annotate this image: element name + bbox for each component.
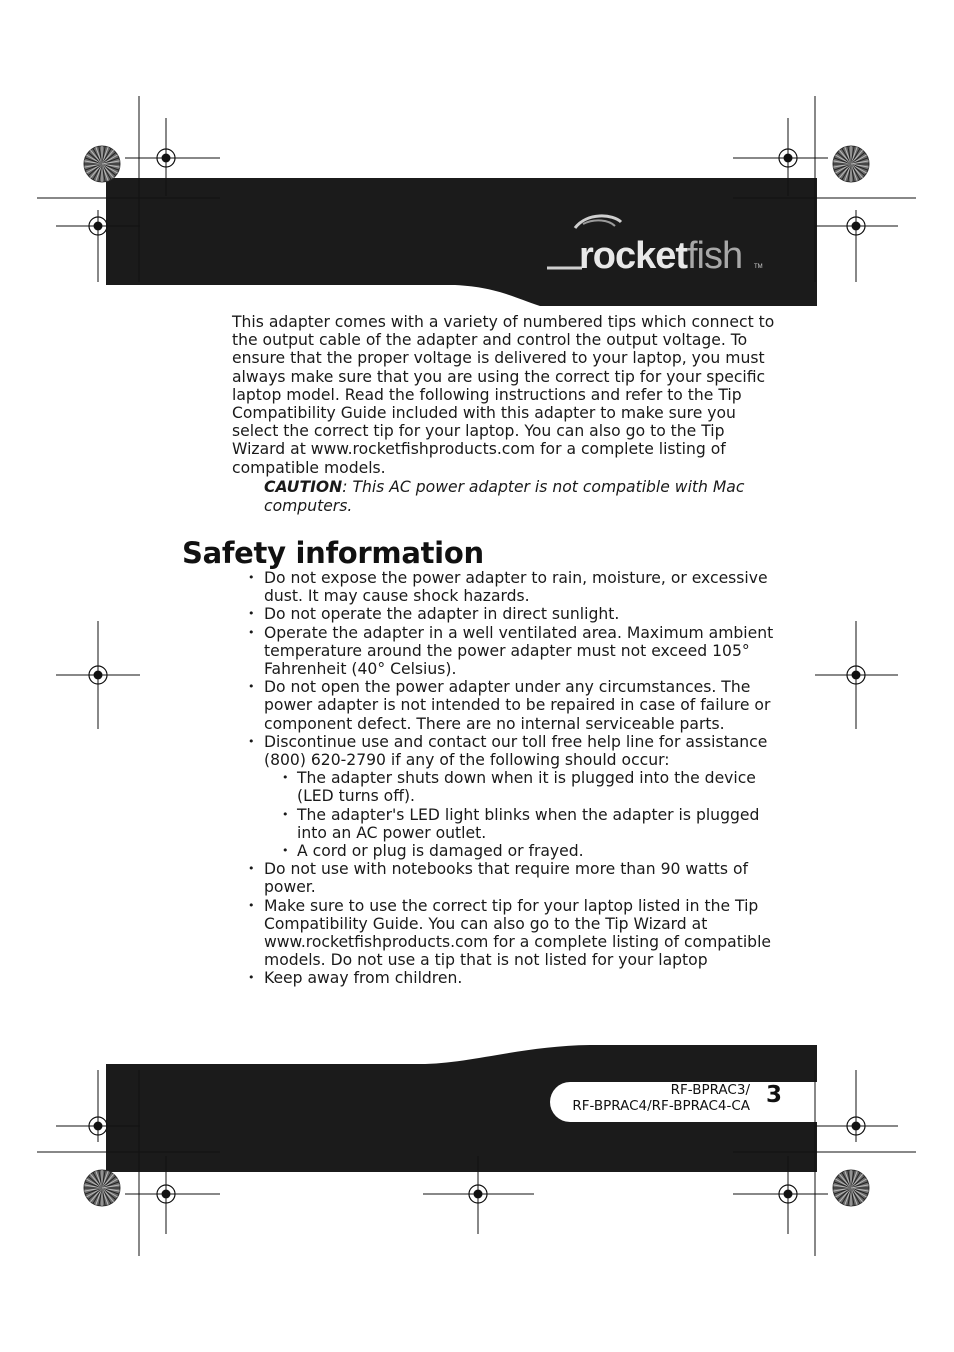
list-item: • Operate the adapter in a well ventilated area. Maximum ambient temperature around the power adapter must not exceed 105° Fahrenheit (40° Celsius). xyxy=(245,624,785,679)
starburst-mark-icon xyxy=(833,1170,869,1206)
model-number xyxy=(560,1082,750,1114)
rocketfish-logo xyxy=(547,210,772,290)
list-item: • Do not open the power adapter under any circumstances. The power adapter is not intended to be repaired in case of failure or component defect. There are no internal serviceable parts. xyxy=(245,678,785,733)
section-title: Safety information xyxy=(182,536,484,570)
svg-text:TM: TM xyxy=(754,264,763,270)
sub-list xyxy=(264,769,785,860)
list-item xyxy=(245,733,785,860)
list-item: • Do not expose the power adapter to rain, moisture, or excessive dust. It may cause shock hazards. xyxy=(245,569,785,605)
caution-label: CAUTION xyxy=(264,478,343,496)
starburst-mark-icon xyxy=(84,1170,120,1206)
svg-text:rocket: rocket xyxy=(579,235,688,277)
list-item: • Keep away from children. xyxy=(245,969,785,987)
intro-paragraph: This adapter comes with a variety of numbered tips which connect to the output cable of the adapter and control the output voltage. To ensure that the proper voltage is delivered to your laptop, you must always make sure that you are using the correct tip for your specific laptop model. Read the following instructions and refer to the Tip Compatibility Guide included with this adapter to make sure you select the correct tip for your laptop. You can also go to the Tip Wizard at www.rocketfishproducts.com for a complete listing of compatible models. xyxy=(232,313,775,477)
caution-note xyxy=(264,478,764,516)
model-line: RF-BPRAC4/RF-BPRAC4-CA xyxy=(572,1098,750,1114)
starburst-mark-icon xyxy=(833,146,869,182)
model-line: RF-BPRAC3/ xyxy=(670,1082,750,1098)
safety-list xyxy=(245,569,785,988)
sub-list-item: • A cord or plug is damaged or frayed. xyxy=(264,842,785,860)
list-item-text: Discontinue use and contact our toll free help line for assistance (800) 620-2790 if any of the following should occur: xyxy=(264,732,768,770)
sub-list-item: • The adapter shuts down when it is plugged into the device (LED turns off). xyxy=(264,769,785,805)
svg-text:fish: fish xyxy=(687,235,743,277)
caution-text: : This AC power adapter is not compatible with Mac computers. xyxy=(264,478,745,515)
list-item: • Make sure to use the correct tip for your laptop listed in the Tip Compatibility Guide. You can also go to the Tip Wizard at www.rocketfishproducts.com for a complete listing of compatible models. Do not use a tip that is not listed for your laptop xyxy=(245,897,785,970)
sub-list-item: • The adapter's LED light blinks when the adapter is plugged into an AC power outlet. xyxy=(264,806,785,842)
page-number: 3 xyxy=(766,1082,783,1108)
starburst-mark-icon xyxy=(84,146,120,182)
list-item: • Do not operate the adapter in direct sunlight. xyxy=(245,605,785,623)
list-item: • Do not use with notebooks that require more than 90 watts of power. xyxy=(245,860,785,896)
